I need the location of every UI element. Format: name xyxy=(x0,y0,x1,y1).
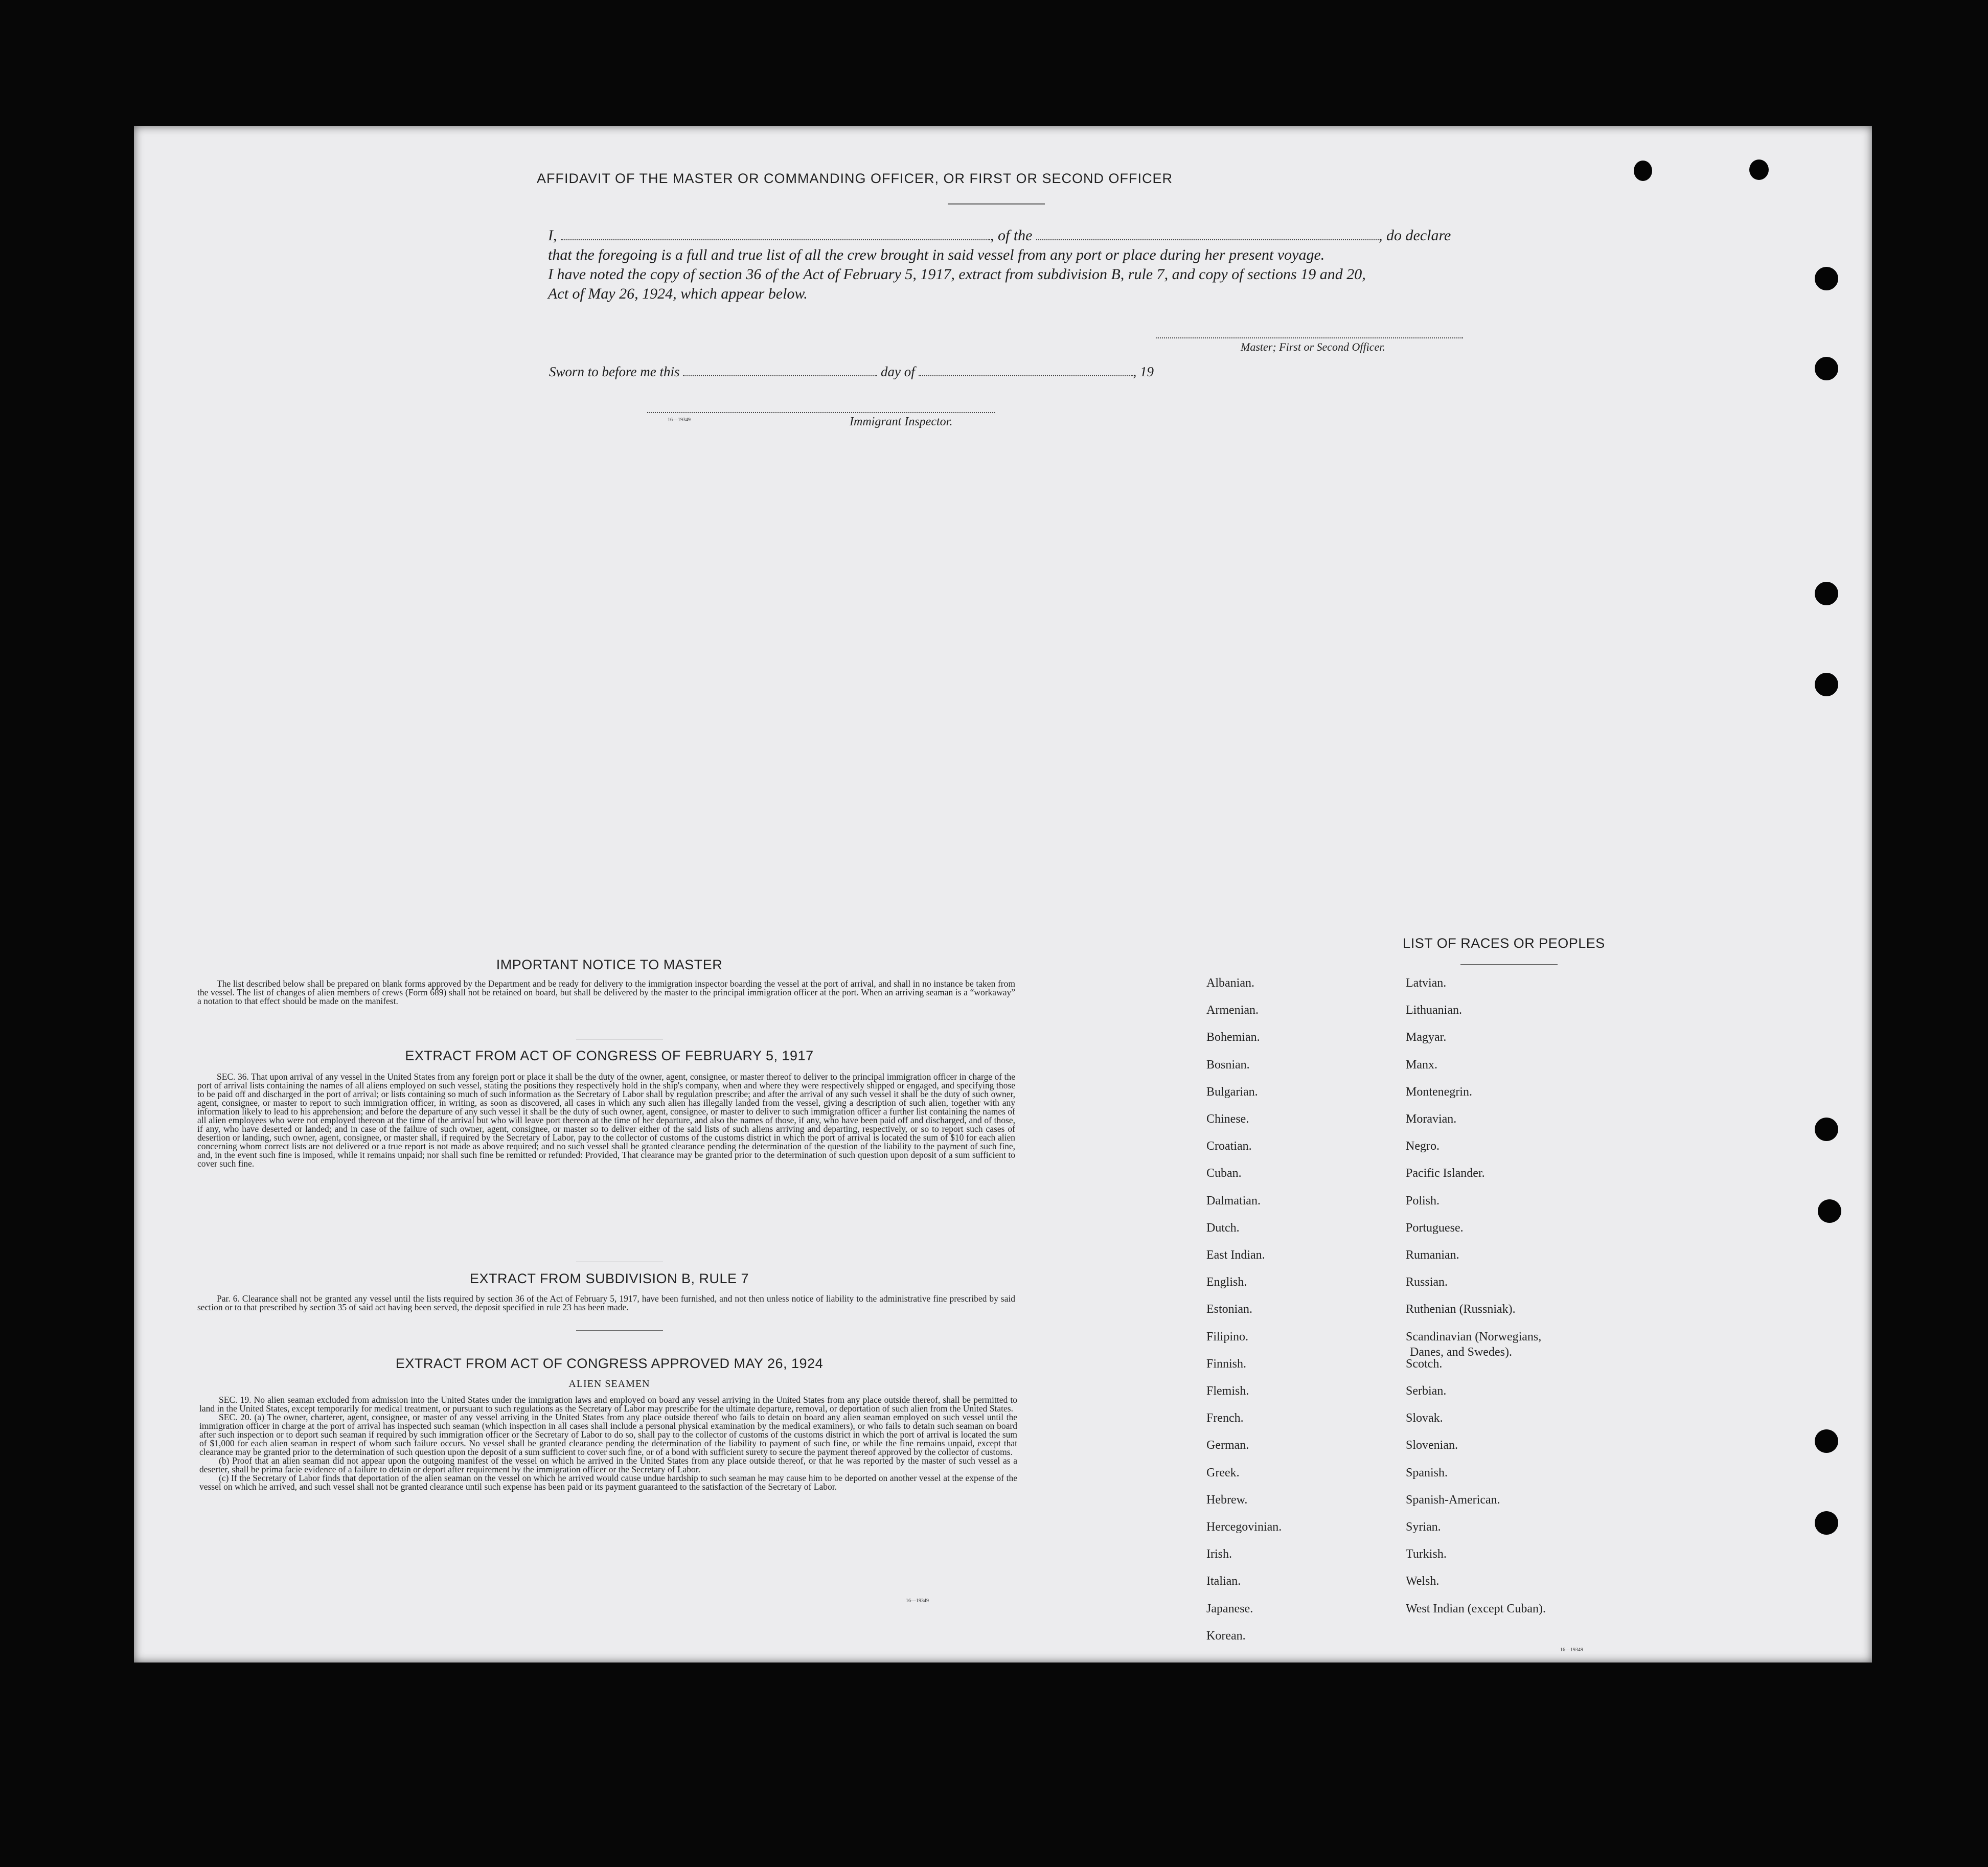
officer-name-field[interactable] xyxy=(561,239,990,240)
subdivision-b-title: EXTRACT FROM SUBDIVISION B, RULE 7 xyxy=(469,1271,749,1286)
race-item: Estonian. xyxy=(1206,1303,1252,1316)
punch-hole xyxy=(1815,673,1838,696)
affidavit-title: AFFIDAVIT OF THE MASTER OR COMMANDING OFFICER, OR FIRST OR SECOND OFFICER xyxy=(536,171,1173,186)
race-item: Hebrew. xyxy=(1206,1493,1248,1507)
punch-hole xyxy=(1815,1511,1838,1535)
form-sheet xyxy=(134,126,1872,1663)
sec19-paragraph: SEC. 19. No alien seaman excluded from admission into the United States under the immigration laws and employed on board any vessel arriving in the United States from any place outside thereof, shall be permitted to land in the United States, except temporarily for medical treatment, or pursuant to such regulations as the Secretary of Labor may prescribe for the ultimate departure, removal, or deportation of such alien from the United States. xyxy=(199,1395,1017,1414)
sworn-line xyxy=(549,364,1154,380)
race-item: Welsh. xyxy=(1406,1575,1439,1588)
race-item: Filipino. xyxy=(1206,1330,1249,1344)
form-number: 16—19349 xyxy=(906,1598,929,1604)
race-item: Montenegrin. xyxy=(1406,1085,1472,1099)
race-item: Syrian. xyxy=(1406,1520,1441,1534)
sworn-month-field[interactable] xyxy=(919,375,1133,376)
race-item: Scandinavian (Norwegians, xyxy=(1406,1330,1542,1344)
master-label: Master; First or Second Officer. xyxy=(1241,340,1385,353)
divider xyxy=(948,203,1045,204)
race-item: Flemish. xyxy=(1206,1384,1249,1398)
race-item: Polish. xyxy=(1406,1194,1440,1208)
race-item: Armenian. xyxy=(1206,1004,1259,1017)
race-item: Irish. xyxy=(1206,1547,1232,1561)
race-item: Bosnian. xyxy=(1206,1058,1250,1072)
race-item: Portuguese. xyxy=(1406,1221,1464,1235)
race-item: Korean. xyxy=(1206,1629,1246,1643)
race-item: Rumanian. xyxy=(1406,1248,1459,1262)
sec20b-paragraph: (b) Proof that an alien seaman did not appear upon the outgoing manifest of the vessel on which he arrived in the United States from any place outside thereof, or that he was reported by the master of such vessel as a deserter, shall be prima facie evidence of a failure to detain or deport after requirement by the immigration officer or the Secretary of Labor. xyxy=(199,1455,1017,1474)
race-item: Negro. xyxy=(1406,1140,1439,1153)
race-item: Serbian. xyxy=(1406,1384,1447,1398)
race-item: Slovak. xyxy=(1406,1411,1443,1425)
race-item: East Indian. xyxy=(1206,1248,1265,1262)
race-item: Manx. xyxy=(1406,1058,1437,1072)
race-item: Dutch. xyxy=(1206,1221,1240,1235)
race-item: French. xyxy=(1206,1411,1244,1425)
sec20c-paragraph: (c) If the Secretary of Labor finds that deportation of the alien seaman on the vessel on which he arrived would cause undue hardship to such seaman he may cause him to be deported on another vessel at the expense of the vessel on which he arrived, and such vessel shall not be granted clearance until such expense has been paid or its payment guaranteed to the satisfaction of the Secretary of Labor. xyxy=(199,1473,1017,1492)
race-item: Scotch. xyxy=(1406,1357,1443,1371)
race-item: Lithuanian. xyxy=(1406,1004,1462,1017)
race-item: Danes, and Swedes). xyxy=(1410,1345,1512,1359)
affidavit-line1 xyxy=(548,226,1519,245)
race-item: Cuban. xyxy=(1206,1167,1242,1180)
master-signature-field[interactable] xyxy=(1156,337,1463,338)
extract-1917-body xyxy=(197,1073,1015,1168)
punch-hole xyxy=(1815,1429,1838,1453)
race-item: Spanish. xyxy=(1406,1466,1448,1479)
race-item: Croatian. xyxy=(1206,1140,1252,1153)
extract-1924-title: EXTRACT FROM ACT OF CONGRESS APPROVED MAY 26, 1924 xyxy=(395,1356,824,1371)
race-item: Moravian. xyxy=(1406,1112,1457,1126)
vessel-name-field[interactable] xyxy=(1036,239,1379,240)
notice-paragraph: The list described below shall be prepared on blank forms approved by the Department and be ready for delivery to the immigration inspector boarding the vessel at the port of arrival, and shall in no instance be taken from the vessel. The list of changes of alien members of crews (Form 689) shall not be retained on board, but shall be delivered by the master to the principal immigration officer at the port. When an arriving seaman is a “workaway” a notation to that effect should be made on the manifest. xyxy=(197,978,1015,1006)
form-number: 16—19349 xyxy=(1560,1647,1583,1653)
notice-title: IMPORTANT NOTICE TO MASTER xyxy=(496,957,723,972)
race-item: Greek. xyxy=(1206,1466,1240,1479)
race-item: Ruthenian (Russniak). xyxy=(1406,1303,1516,1316)
race-item: Russian. xyxy=(1406,1276,1448,1289)
race-item: English. xyxy=(1206,1276,1247,1289)
affidavit-declare: , do declare xyxy=(1379,227,1451,244)
race-item: Turkish. xyxy=(1406,1547,1447,1561)
inspector-signature-field[interactable] xyxy=(647,412,995,413)
form-number: 16—19349 xyxy=(668,417,691,423)
race-item: Hercegovinian. xyxy=(1206,1520,1282,1534)
race-item: Italian. xyxy=(1206,1575,1241,1588)
sec20a-paragraph: SEC. 20. (a) The owner, charterer, agent, consignee, or master of any vessel arriving in the United States from any place outside thereof who fails to detain on board any alien seaman employed on such vessel until the immigration officer in charge at the port of arrival has inspected such seaman (which inspection in all cases shall include a personal physical examination by the medical examiners), or who fails to detain such seaman on board after such inspection or to deport such seaman if required by such immigration officer or the Secretary of Labor to do so, shall pay to the collector of customs of the customs district in which the port of arrival is located the sum of $1,000 for each alien seaman in respect of whom such failure occurs. No vessel shall be granted clearance pending the determination of the liability to payment of such fine, or while the fine remains unpaid, except that clearance may be granted prior to the determination of such question upon the deposit of a sum sufficient to cover such fine, or of a bond with sufficient surety to secure the payment thereof approved by the collector of customs. xyxy=(199,1412,1017,1457)
notice-body xyxy=(197,980,1015,1006)
race-item: West Indian (except Cuban). xyxy=(1406,1602,1546,1615)
par6-paragraph: Par. 6. Clearance shall not be granted any vessel until the lists required by section 36 of the Act of February 5, 1917, have been furnished, and not then unless notice of liability to the administrative fine prescribed by said section or to that prescribed by section 35 of said act having been served, the deposit specified in rule 23 has been made. xyxy=(197,1293,1015,1312)
sworn-prefix: Sworn to before me this xyxy=(549,364,680,379)
punch-hole xyxy=(1818,1199,1841,1223)
affidavit-line4: Act of May 26, 1924, which appear below. xyxy=(548,285,808,302)
punch-hole xyxy=(1815,267,1838,290)
race-item: Japanese. xyxy=(1206,1602,1253,1615)
punch-hole xyxy=(1815,1118,1838,1141)
extract-1917-title: EXTRACT FROM ACT OF CONGRESS OF FEBRUARY 5, 1917 xyxy=(405,1048,814,1063)
sworn-day: day of xyxy=(881,364,915,379)
race-item: Albanian. xyxy=(1206,976,1254,990)
divider xyxy=(1460,964,1558,965)
inspector-label: Immigrant Inspector. xyxy=(850,415,953,428)
affidavit-line3: I have noted the copy of section 36 of the Act of February 5, 1917, extract from subdivision B, rule 7, and copy of sections 19 and 20, xyxy=(548,266,1366,283)
race-item: Chinese. xyxy=(1206,1112,1249,1126)
alien-seamen-subtitle: ALIEN SEAMEN xyxy=(568,1378,650,1390)
affidavit-line2: that the foregoing is a full and true list of all the crew brought in said vessel from any port or place during her present voyage. xyxy=(548,246,1325,263)
punch-hole xyxy=(1815,357,1838,380)
race-item: Pacific Islander. xyxy=(1406,1167,1485,1180)
race-item: Spanish-American. xyxy=(1406,1493,1500,1507)
affidavit-body xyxy=(548,226,1519,304)
sworn-date-field[interactable] xyxy=(683,375,877,376)
punch-hole xyxy=(1749,160,1769,180)
affidavit-i: I, xyxy=(548,227,557,244)
divider xyxy=(576,1330,663,1331)
race-item: German. xyxy=(1206,1439,1249,1452)
punch-hole xyxy=(1634,161,1652,181)
race-item: Magyar. xyxy=(1406,1031,1447,1044)
races-title: LIST OF RACES OR PEOPLES xyxy=(1403,936,1605,951)
race-item: Dalmatian. xyxy=(1206,1194,1261,1208)
race-item: Bohemian. xyxy=(1206,1031,1260,1044)
extract-1924-body xyxy=(199,1396,1017,1491)
race-item: Bulgarian. xyxy=(1206,1085,1258,1099)
affidavit-of: , of the xyxy=(990,227,1033,244)
sworn-year: , 19 xyxy=(1133,364,1154,379)
race-item: Finnish. xyxy=(1206,1357,1247,1371)
subdivision-b-body xyxy=(197,1294,1015,1312)
sec36-paragraph: SEC. 36. That upon arrival of any vessel in the United States from any foreign port or place it shall be the duty of the owner, agent, consignee, or master thereof to deliver to the principal immigration officer in charge of the port of arrival lists containing the names of all aliens employed on such vessel, stating the positions they respectively hold in the ship's company, when and where they were respectively shipped or engaged, and specifying those to be paid off and discharged in the port of arrival; or lists containing so much of such information as the Secretary of Labor shall by regulation prescribe; and after the arrival of any such vessel it shall be the duty of such owner, agent, consignee, or master to report to such immigration officer, in writing, as soon as discovered, all cases in which any such alien has illegally landed from the vessel, giving a description of such alien, together with any information likely to lead to his apprehension; and before the departure of any such vessel it shall be the duty of such owner, agent, consignee, or master to deliver to such immigration officer a further list containing the names of all alien employees who were not employed thereon at the time of the arrival but who will leave port thereon at the time of her departure, and also the names of those, if any, who have been paid off and discharged, and of those, if any, who have deserted or landed; and in case of the failure of such owner, agent, consignee, or master so to deliver either of the said lists of such aliens arriving and departing, respectively, or so to report such cases of desertion or landing, such owner, agent, consignee, or master shall, if required by the Secretary of Labor, pay to the collector of customs of the customs district in which the port of arrival is located the sum of $10 for each alien concerning whom correct lists are not delivered or a true report is not made as above required; and no such vessel shall be granted clearance pending the determination of the question of the liability to the payment of such fine, and, in the event such fine is imposed, while it remains unpaid; nor shall such fine be remitted or refunded: Provided, That clearance may be granted prior to the determination of such question upon deposit of a sum sufficient to cover such fine. xyxy=(197,1072,1015,1169)
punch-hole xyxy=(1815,582,1838,605)
race-item: Latvian. xyxy=(1406,976,1447,990)
race-item: Slovenian. xyxy=(1406,1439,1458,1452)
